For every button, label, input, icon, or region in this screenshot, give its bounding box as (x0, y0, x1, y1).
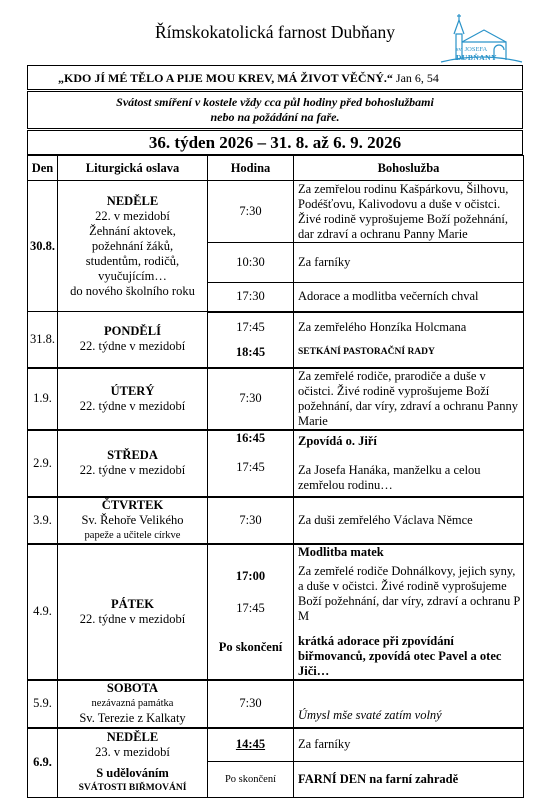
confession-notice (27, 91, 523, 129)
time-value: 17:45 (236, 600, 265, 615)
time-cell: 17:30 (208, 283, 294, 312)
time-cell: Po skončení (208, 762, 294, 798)
liturgy-sub: 22. týdne v mezidobí (79, 463, 186, 477)
liturgy-cell (58, 181, 208, 312)
time-cell: 7:30 (208, 680, 294, 728)
liturgy-sub: 22. týdne v mezidobí (79, 339, 186, 354)
service-text: Za zemřelého Honzíka Holcmana (298, 319, 467, 334)
liturgy-sub: 22. týdne v mezidobí (79, 611, 186, 626)
liturgy-sub: 23. v mezidobí (95, 744, 170, 759)
time-cell (208, 430, 294, 497)
day-date: 2.9. (28, 430, 58, 497)
service-text: SETKÁNÍ PASTORAČNÍ RADY (298, 346, 435, 357)
time-value: Po skončení (218, 639, 283, 654)
quote-text: „KDO JÍ MÉ TĚLO A PIJE MOU KREV, MÁ ŽIVOT VĚČNÝ.“ (58, 71, 393, 85)
service-cell: Adorace a modlitba večerních chval (294, 283, 524, 312)
day-date: 3.9. (28, 497, 58, 544)
liturgy-cell (58, 728, 208, 798)
col-oslava: Liturgická oslava (58, 156, 208, 181)
liturgy-day: NEDĚLE (106, 729, 159, 744)
day-date: 6.9. (28, 728, 58, 798)
liturgy-day: PÁTEK (110, 596, 155, 611)
liturgy-note: požehnání žáků, (91, 238, 174, 253)
liturgy-day: ÚTERÝ (110, 383, 155, 398)
table-row (28, 680, 524, 728)
service-text: Za zemřelé rodiče Dohnálkovy, jejich syny, a duše v očistci. Živé rodině vyprošujeme Boží požehnání, dar víry, zdraví a ochranu P M (298, 563, 520, 623)
liturgy-sub: 22. v mezidobí (95, 208, 170, 223)
liturgy-sub2: papeže a učitele církve (84, 529, 181, 541)
day-date: 30.8. (28, 181, 58, 312)
time-value: 17:45 (236, 319, 265, 334)
col-bohosluzba: Bohoslužba (294, 156, 524, 181)
liturgy-note: Žehnání aktovek, (89, 223, 176, 238)
liturgy-cell (58, 368, 208, 430)
service-cell: Za farníky (294, 243, 524, 283)
service-cell: FARNÍ DEN na farní zahradě (294, 762, 524, 798)
table-header-row (28, 156, 524, 181)
quote-ref: Jan 6, 54 (395, 71, 439, 85)
col-den: Den (28, 156, 58, 181)
liturgy-cell (58, 312, 208, 368)
time-cell: 7:30 (208, 497, 294, 544)
time-cell (208, 544, 294, 680)
table-row (28, 497, 524, 544)
service-cell (294, 430, 524, 497)
liturgy-sub: nezávazná památka (91, 698, 174, 709)
confession-line2: nebo na požádání na faře. (210, 110, 340, 124)
liturgy-day: STŘEDA (107, 448, 158, 462)
service-text: Zpovídá o. Jiří (298, 433, 377, 448)
time-value: 18:45 (235, 344, 266, 359)
liturgy-note: S udělováním (96, 765, 169, 780)
service-text: Modlitba matek (298, 544, 384, 559)
service-cell: Za zemřelé rodiče, prarodiče a duše v očistci. Živé rodině vyprošujeme Boží požehnání, dar víry, zdraví a ochranu Panny Marie (294, 368, 524, 430)
liturgy-cell (58, 497, 208, 544)
liturgy-sub2: Sv. Terezie z Kalkaty (79, 711, 186, 725)
scripture-quote (27, 65, 523, 90)
time-value: 17:45 (236, 459, 265, 474)
liturgy-note: vyučujícím… (98, 268, 167, 283)
table-row (28, 544, 524, 680)
service-cell: Za duši zemřelého Václava Němce (294, 497, 524, 544)
schedule-table (27, 155, 524, 798)
table-row (28, 728, 524, 762)
time-value: 17:00 (235, 568, 266, 583)
time-cell: 14:45 (208, 728, 294, 762)
day-date: 31.8. (28, 312, 58, 368)
day-date: 5.9. (28, 680, 58, 728)
service-text: Za Josefa Hanáka, manželku a celou zemřelou rodinu… (298, 462, 481, 492)
service-cell (294, 312, 524, 368)
logo-line2: DUBŇANY (456, 53, 497, 62)
liturgy-cell (58, 544, 208, 680)
liturgy-day: ČTVRTEK (101, 497, 164, 512)
service-cell (294, 544, 524, 680)
service-cell: Za farníky (294, 728, 524, 762)
time-cell: 7:30 (208, 181, 294, 243)
table-row (28, 181, 524, 243)
logo-line1: sv. JOSEFA (456, 46, 488, 53)
time-cell: 10:30 (208, 243, 294, 283)
logo-text (456, 46, 526, 62)
parish-title: Římskokatolická farnost Dubňany (154, 22, 396, 42)
day-date: 1.9. (28, 368, 58, 430)
time-cell (208, 312, 294, 368)
liturgy-note: studentům, rodičů, (85, 253, 180, 268)
liturgy-note: SVÁTOSTI BIŘMOVÁNÍ (78, 782, 187, 793)
liturgy-sub: 22. týdne v mezidobí (79, 398, 186, 413)
service-text: krátká adorace při zpovídání biřmovanců, zpovídá otec Pavel a otec Jiči… (298, 633, 502, 678)
liturgy-cell (58, 430, 208, 497)
service-cell: Úmysl mše svaté zatím volný (294, 680, 524, 728)
table-row (28, 312, 524, 368)
service-cell: Za zemřelou rodinu Kašpárkovu, Šilhovu, Podéšťovu, Kalivodovu a duše v očistci. Živé rodině vyprošujeme Boží požehnání, dar zdraví a ochranu Panny Marie (294, 181, 524, 243)
liturgy-cell (58, 680, 208, 728)
confession-line1: Svátost smíření v kostele vždy cca půl hodiny před bohoslužbami (116, 95, 434, 109)
week-title: 36. týden 2026 – 31. 8. až 6. 9. 2026 (27, 130, 523, 155)
liturgy-note: do nového školního roku (70, 283, 195, 298)
time-value: 16:45 (235, 430, 266, 445)
table-row (28, 430, 524, 497)
table-row (28, 368, 524, 430)
col-hodina: Hodina (208, 156, 294, 181)
liturgy-sub: Sv. Řehoře Velikého (81, 512, 184, 527)
liturgy-day: SOBOTA (106, 681, 159, 695)
liturgy-day: NEDĚLE (106, 193, 159, 208)
day-date: 4.9. (28, 544, 58, 680)
time-cell: 7:30 (208, 368, 294, 430)
liturgy-day: PONDĚLÍ (104, 324, 161, 339)
